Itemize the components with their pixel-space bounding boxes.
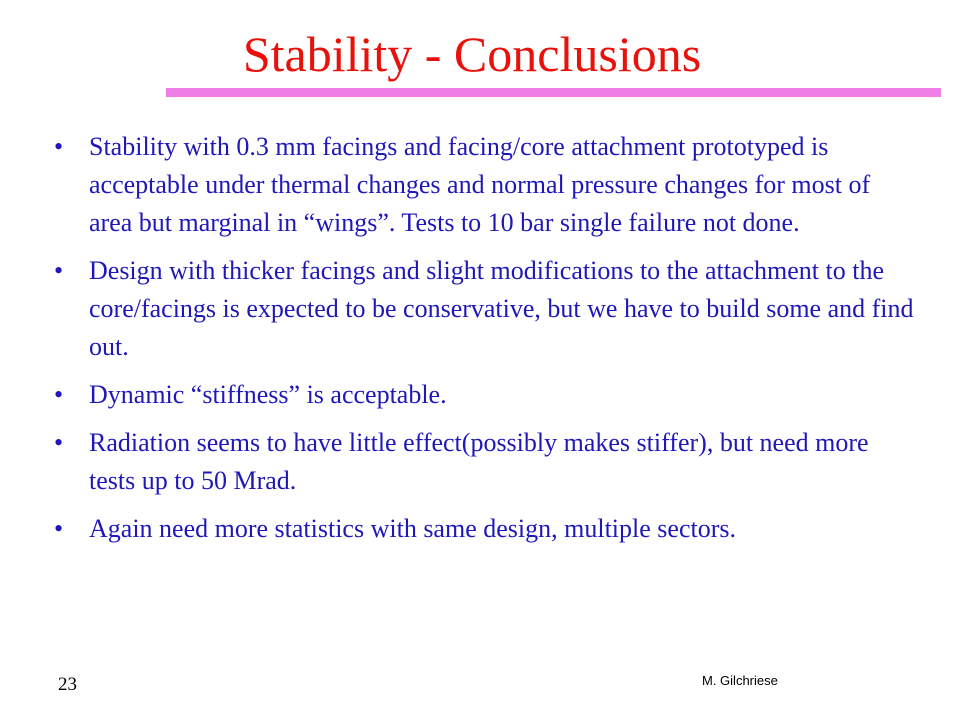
bullet-item xyxy=(54,128,914,242)
bullet-dot-icon: • xyxy=(54,514,64,543)
title-underline-rule xyxy=(166,88,941,97)
bullet-list xyxy=(54,128,914,558)
bullet-dot-icon: • xyxy=(54,132,64,161)
bullet-text: Dynamic “stiffness” is acceptable. xyxy=(89,380,447,409)
bullet-item xyxy=(54,376,914,414)
author-footer: M. Gilchriese xyxy=(702,673,778,688)
slide-title: Stability - Conclusions xyxy=(242,26,702,82)
bullet-text: Design with thicker facings and slight modifications to the attachment to the core/facings is expected to be conservative, but we have to build some and find out. xyxy=(89,256,914,361)
slide-number: 23 xyxy=(58,674,77,695)
bullet-item xyxy=(54,510,914,548)
bullet-dot-icon: • xyxy=(54,256,64,285)
bullet-text: Radiation seems to have little effect(possibly makes stiffer), but need more tests up to 50 Mrad. xyxy=(89,428,869,495)
bullet-dot-icon: • xyxy=(54,428,64,457)
bullet-text: Stability with 0.3 mm facings and facing/core attachment prototyped is acceptable under thermal changes and normal pressure changes for most of area but marginal in “wings”. Tests to 10 bar single failure not done. xyxy=(89,132,871,237)
bullet-text: Again need more statistics with same design, multiple sectors. xyxy=(89,514,736,543)
bullet-dot-icon: • xyxy=(54,380,64,409)
bullet-item xyxy=(54,424,914,500)
bullet-item xyxy=(54,252,914,366)
